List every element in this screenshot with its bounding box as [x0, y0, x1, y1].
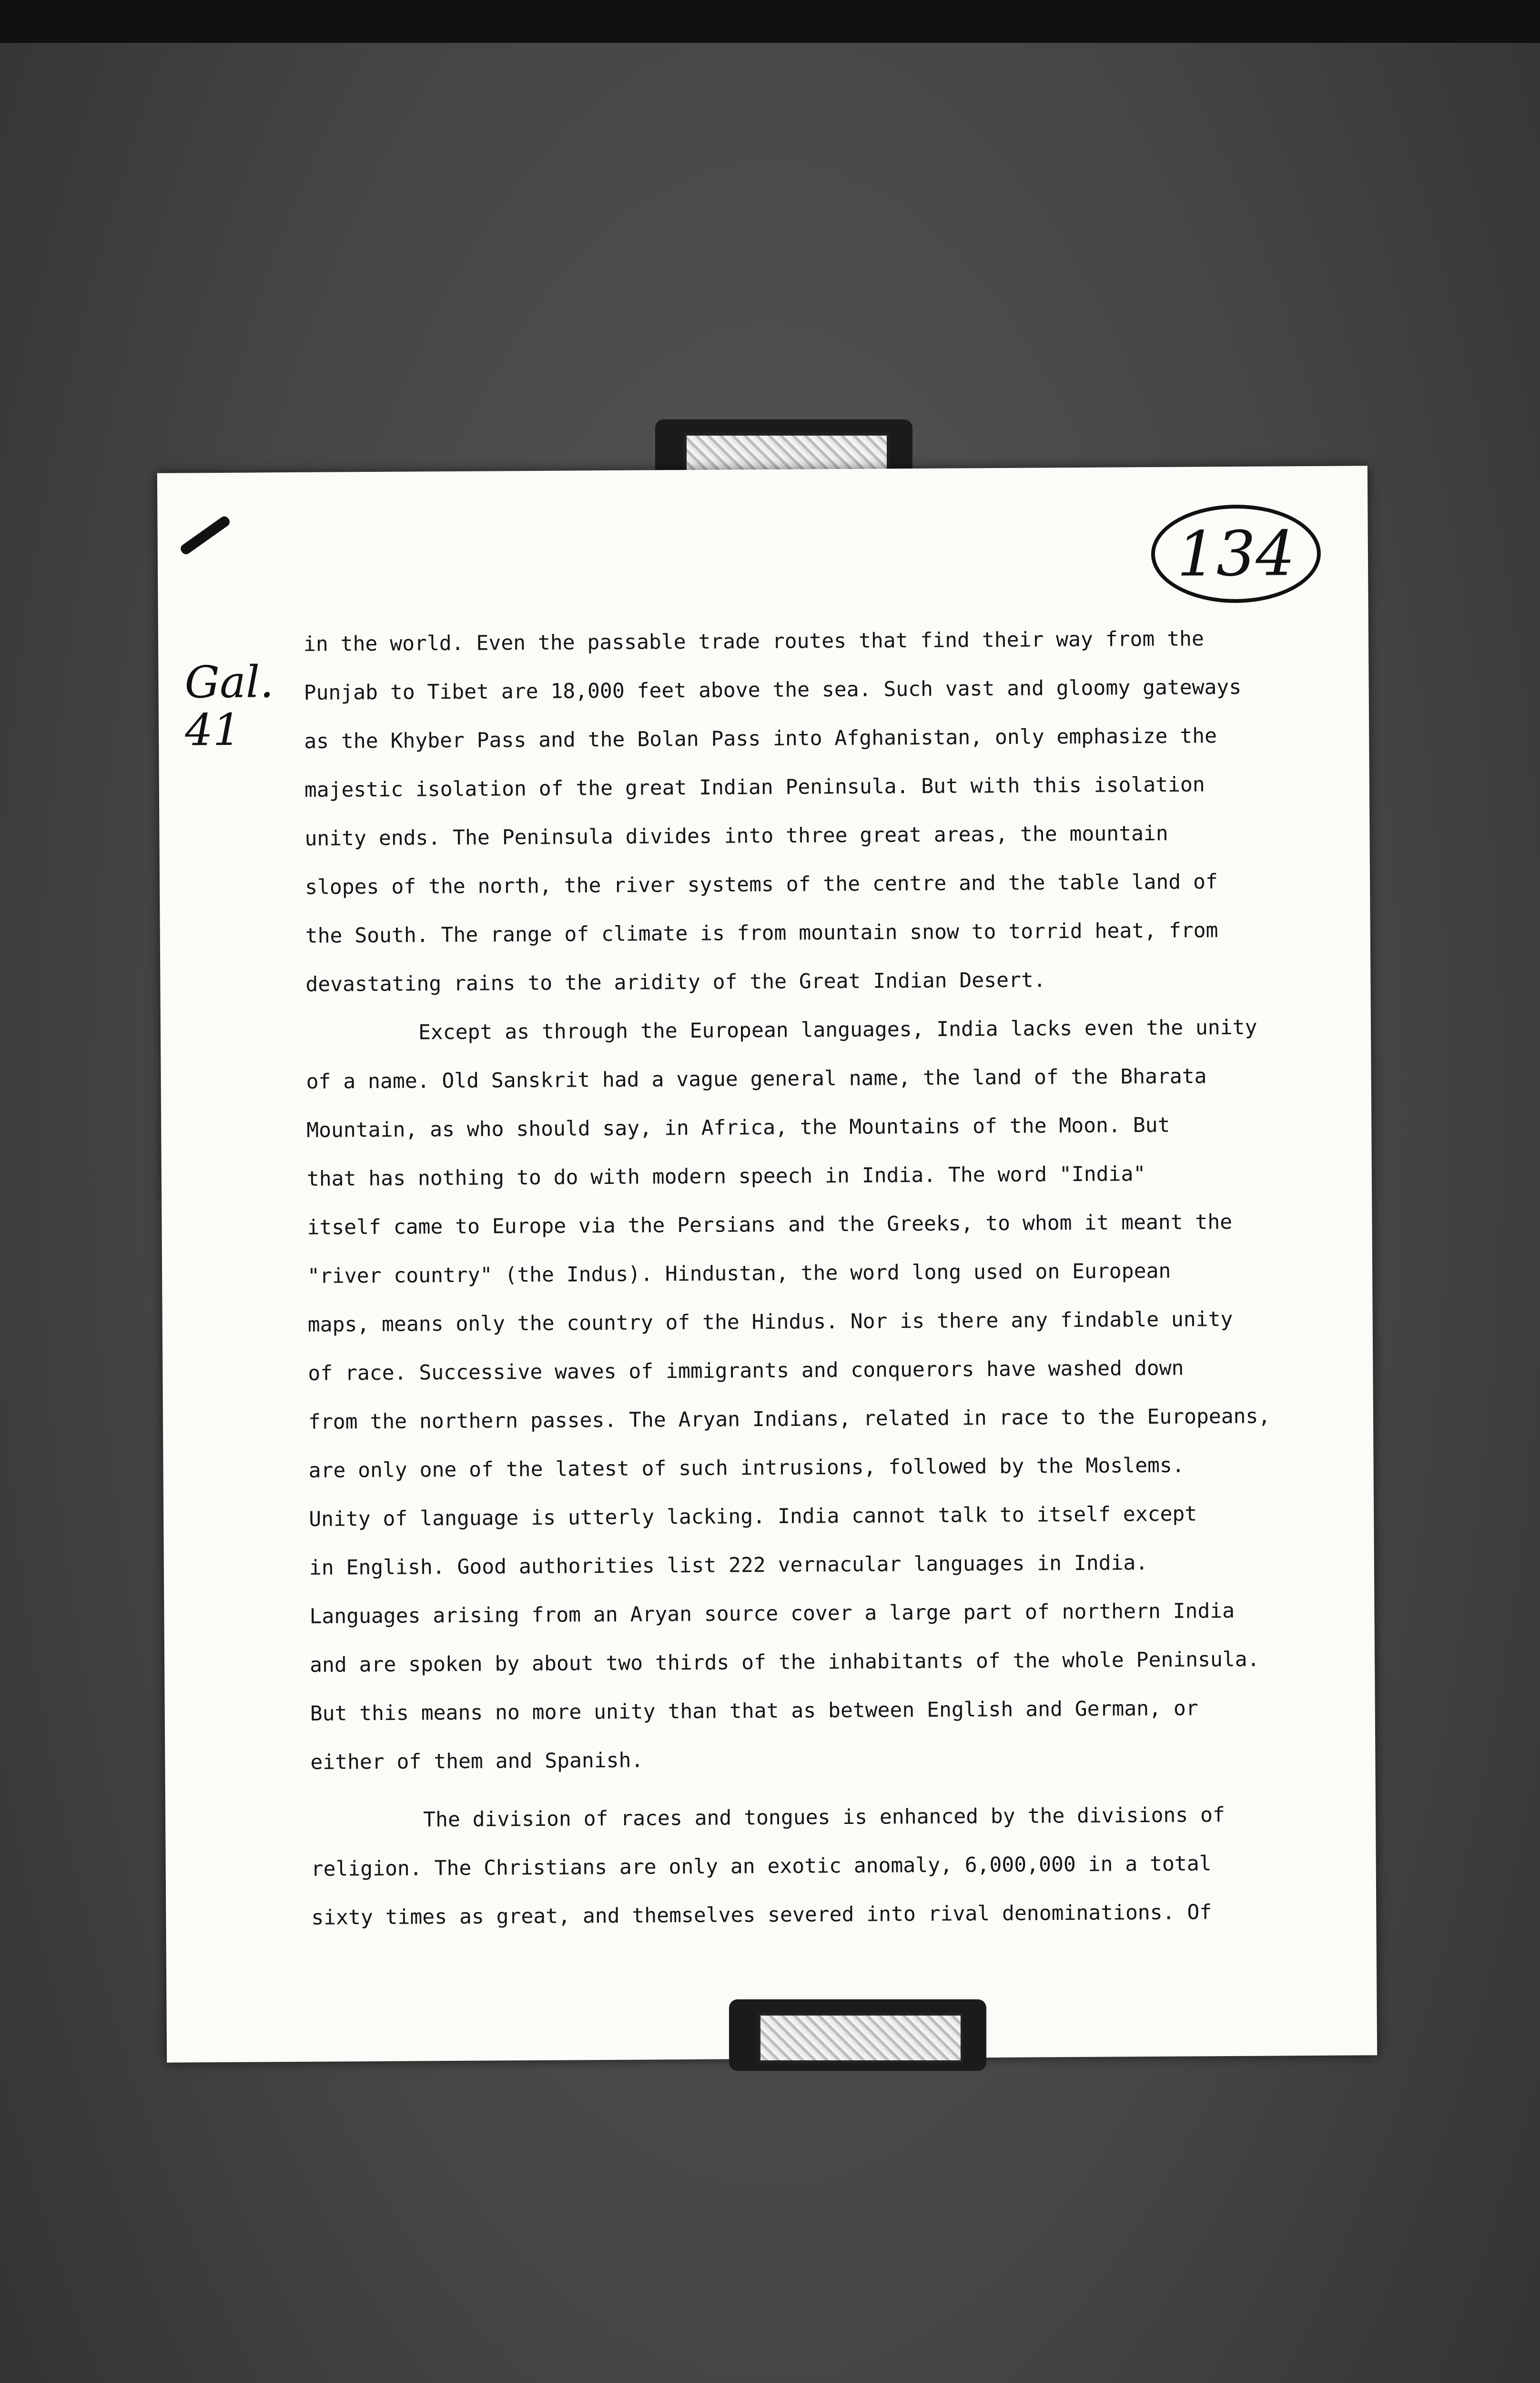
- typed-text: [304, 614, 1312, 1942]
- text-line: of race. Successive waves of immigrants and conquerors have washed down: [308, 1356, 1184, 1385]
- margin-note-line: Gal.: [184, 656, 274, 708]
- text-line: as the Khyber Pass and the Bolan Pass into Afghanistan, only emphasize the: [304, 724, 1217, 754]
- text-line: of a name. Old Sanskrit had a vague general name, the land of the Bharata: [306, 1064, 1207, 1094]
- text-line: and are spoken by about two thirds of the inhabitants of the whole Peninsula.: [309, 1647, 1260, 1677]
- text-line: Punjab to Tibet are 18,000 feet above the sea. Such vast and gloomy gateways: [304, 675, 1242, 705]
- text-line: Mountain, as who should say, in Africa, the Mountains of the Moon. But: [306, 1113, 1170, 1142]
- manuscript-page: [157, 466, 1377, 2062]
- text-line: sixty times as great, and themselves severed into rival denominations. Of: [311, 1900, 1212, 1930]
- text-line: unity ends. The Peninsula divides into three great areas, the mountain: [304, 821, 1168, 851]
- page-number: 134: [1151, 504, 1321, 603]
- text-line: devastating rains to the aridity of the Great Indian Desert.: [305, 968, 1046, 997]
- text-line: majestic isolation of the great Indian Peninsula. But with this isolation: [304, 773, 1205, 802]
- text-line: Languages arising from an Aryan source cover a large part of northern India: [309, 1599, 1235, 1629]
- film-edge-top: [0, 0, 1540, 43]
- text-line: But this means no more unity than that as between English and German, or: [310, 1696, 1198, 1726]
- text-line: maps, means only the country of the Hindus. Nor is there any findable unity: [307, 1307, 1233, 1337]
- text-line: religion. The Christians are only an exotic anomaly, 6,000,000 in a total: [311, 1852, 1212, 1881]
- pen-mark: [179, 514, 232, 556]
- text-line: The division of races and tongues is enhanced by the divisions of: [423, 1803, 1225, 1832]
- text-line: the South. The range of climate is from mountain snow to torrid heat, from: [305, 918, 1218, 948]
- text-line: in English. Good authorities list 222 vernacular languages in India.: [309, 1551, 1148, 1580]
- bottom-clip-foil: [758, 2013, 963, 2063]
- text-line: from the northern passes. The Aryan Indians, related in race to the Europeans,: [308, 1404, 1271, 1434]
- text-line: in the world. Even the passable trade routes that find their way from the: [303, 627, 1204, 656]
- text-line: itself came to Europe via the Persians and the Greeks, to whom it meant the: [307, 1210, 1233, 1240]
- text-line: Except as through the European languages, India lacks even the unity: [418, 1015, 1257, 1045]
- text-line: "river country" (the Indus). Hindustan, the word long used on European: [307, 1259, 1171, 1288]
- text-line: slopes of the north, the river systems of the centre and the table land of: [304, 870, 1218, 899]
- text-line: either of them and Spanish.: [310, 1748, 644, 1774]
- text-line: Unity of language is utterly lacking. India cannot talk to itself except: [309, 1502, 1197, 1531]
- margin-note-line: 41: [184, 704, 241, 756]
- bottom-clip: [729, 1999, 986, 2071]
- margin-note: [184, 658, 280, 754]
- text-line: that has nothing to do with modern speech in India. The word "India": [306, 1162, 1146, 1191]
- text-line: are only one of the latest of such intrusions, followed by the Moslems.: [308, 1453, 1185, 1483]
